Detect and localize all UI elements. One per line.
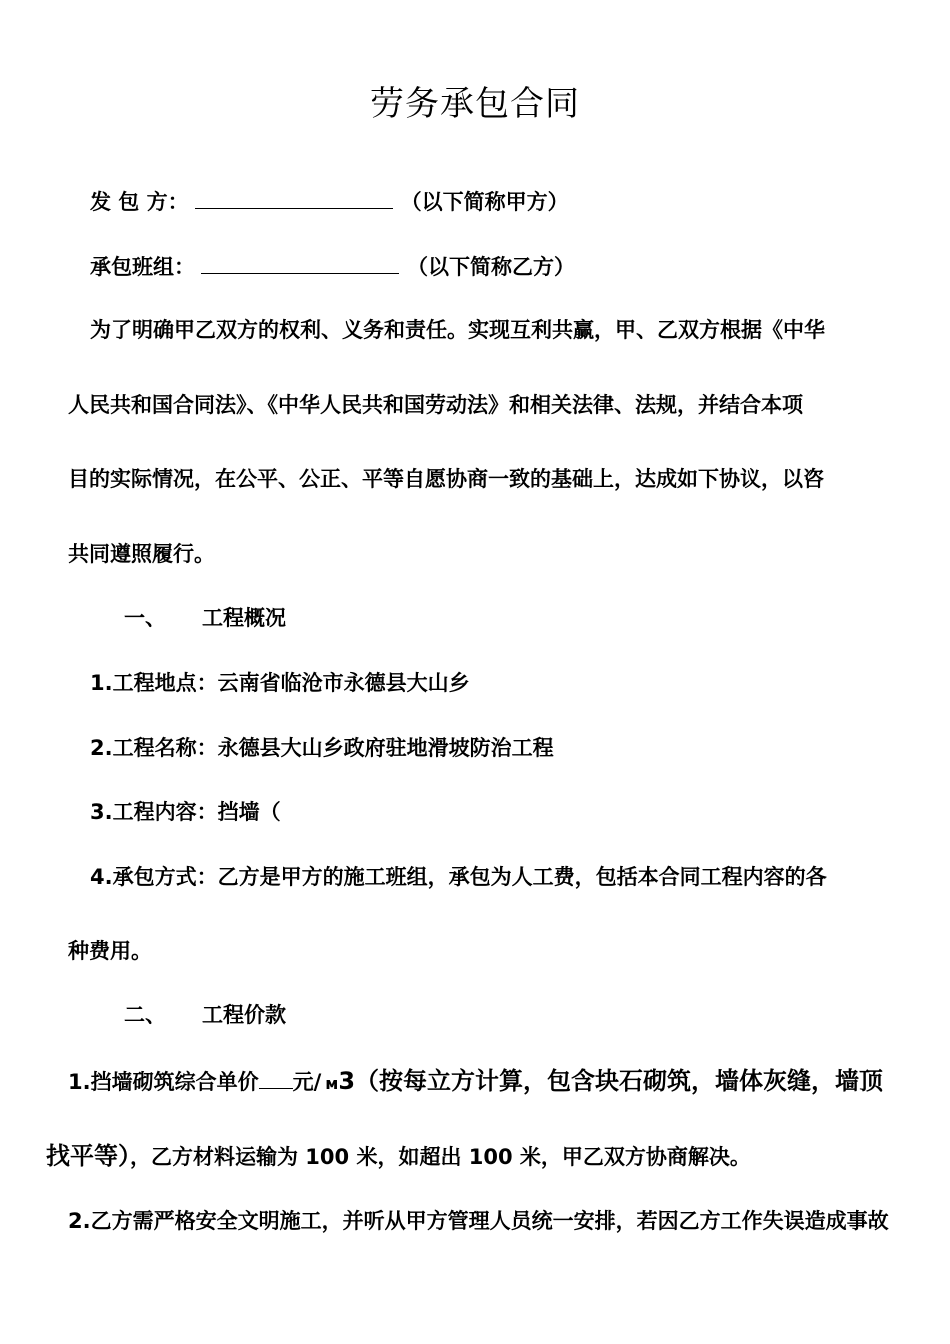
section-2-number: 二、 — [124, 1003, 166, 1027]
party-b-label: 承包班组： — [90, 255, 195, 279]
party-a-line — [90, 186, 569, 217]
section-2-item-1-line-1 — [68, 1066, 883, 1099]
intro-line-3: 目的实际情况，在公平、公正、平等自愿协商一致的基础上，达成如下协议，以咨 — [68, 467, 824, 491]
intro-line-2: 人民共和国合同法》、《中华人民共和国劳动法》和相关法律、法规，并结合本项 — [68, 393, 803, 417]
party-b-suffix: （以下简称乙方） — [407, 255, 575, 279]
party-a-blank-field[interactable] — [195, 186, 393, 209]
intro-line-4: 共同遵照履行。 — [68, 542, 215, 566]
section-1-item-3: 3.工程内容：挡墙（ — [90, 800, 281, 824]
party-a-label: 发 包 方： — [90, 190, 189, 214]
unit-price-label: 1.挡墙砌筑综合单价 — [68, 1070, 259, 1094]
party-b-blank-field[interactable] — [201, 251, 399, 274]
section-1-number: 一、 — [124, 606, 166, 630]
unit-price-unit: 元/ — [292, 1070, 322, 1094]
material-transport-text: ，乙方材料运输为 100 米，如超出 100 米，甲乙双方协商解决。 — [130, 1145, 751, 1169]
section-1-item-4-line-2: 种费用。 — [68, 939, 152, 963]
party-b-line — [90, 251, 575, 282]
unit-price-unit-m: м — [325, 1074, 339, 1093]
section-2-heading — [124, 1000, 286, 1030]
party-a-suffix: （以下简称甲方） — [400, 190, 569, 214]
unit-price-description-end: 找平等） — [46, 1142, 130, 1170]
section-1-heading — [124, 603, 286, 633]
section-1-title: 工程概况 — [202, 606, 286, 630]
unit-price-blank-field[interactable] — [259, 1066, 293, 1089]
unit-price-description: 3（按每立方计算，包含块石砌筑，墙体灰缝，墙顶 — [338, 1067, 884, 1095]
section-2-title: 工程价款 — [202, 1003, 286, 1027]
section-1-item-2: 2.工程名称：永德县大山乡政府驻地滑坡防治工程 — [90, 736, 554, 760]
section-1-item-4-line-1: 4.承包方式：乙方是甲方的施工班组，承包为人工费，包括本合同工程内容的各 — [90, 865, 827, 889]
page-title: 劳务承包合同 — [370, 84, 580, 124]
section-1-item-1: 1.工程地点：云南省临沧市永德县大山乡 — [90, 671, 470, 695]
intro-line-1: 为了明确甲乙双方的权利、义务和责任。实现互利共赢，甲、乙双方根据《中华 — [90, 318, 825, 342]
section-2-item-2: 2.乙方需严格安全文明施工，并听从甲方管理人员统一安排，若因乙方工作失误造成事故 — [68, 1209, 889, 1233]
section-2-item-1-line-2 — [46, 1141, 751, 1172]
